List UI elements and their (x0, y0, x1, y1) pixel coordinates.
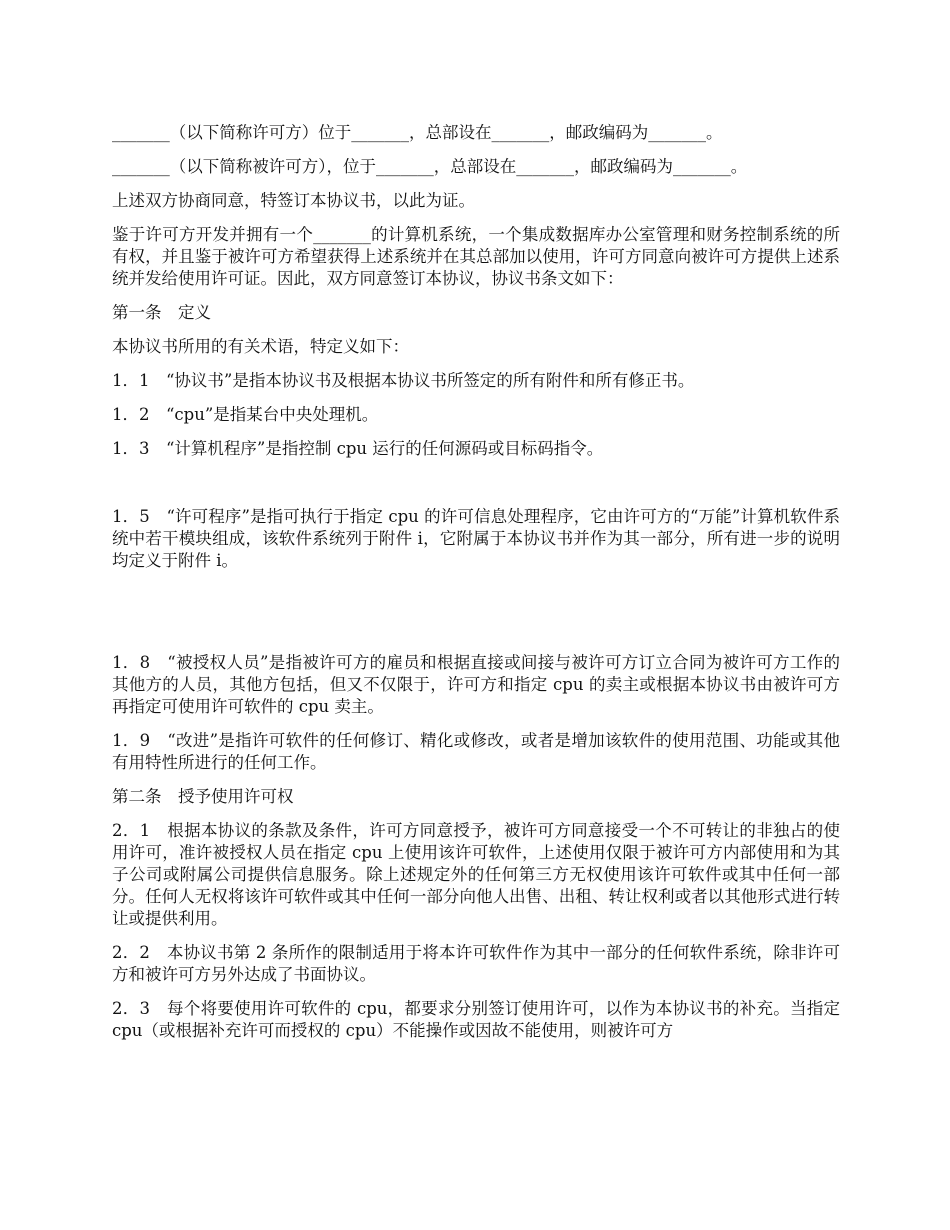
blank-space (112, 472, 840, 506)
clause-1-3: 1．3 “计算机程序”是指控制 cpu 运行的任何源码或目标码指令。 (112, 439, 604, 458)
clause-2-1: 2．1 根据本协议的条款及条件，许可方同意授予，被许可方同意接受一个不可转让的非独占的使用许可，准许被授权人员在指定 cpu 上使用该许可软件，上述使用仅限于被许可方内部使用和为其子公司或附属公司提供信息服务。除上述规定外的任何第三方无权使用该许可软件或其中任何一部分。任何人无权将该许可软件或其中任何一部分向他人出售、出租、转让权利或者以其他形式进行转让或提供利用。 (112, 821, 840, 928)
clause-2-3: 2．3 每个将要使用许可软件的 cpu，都要求分别签订使用许可，以作为本协议书的补充。当指定 cpu（或根据补充许可而授权的 cpu）不能操作或因故不能使用，则被许可方 (112, 999, 846, 1040)
recital-paragraph: 鉴于许可方开发并拥有一个_______的计算机系统，一个集成数据库办公室管理和财务控制系统的所有权，并且鉴于被许可方希望获得上述系统并在其总部加以使用，许可方同意向被许可方提供上述系统并发给使用许可证。因此，双方同意签订本协议，协议书条文如下： (112, 225, 840, 288)
definitions-intro: 本协议书所用的有关术语，特定义如下： (112, 337, 409, 356)
clause-1-2: 1．2 “cpu”是指某台中央处理机。 (112, 405, 379, 424)
agreement-statement: 上述双方协商同意，特签订本协议书，以此为证。 (112, 191, 475, 210)
clause-1-8: 1．8 “被授权人员”是指被许可方的雇员和根据直接或间接与被许可方订立合同为被许可方工作的其他方的人员，其他方包括，但又不仅限于，许可方和指定 cpu 的卖主或根据本协议书由被许可方再指定可使用许可软件的 cpu 卖主。 (112, 653, 840, 716)
document-body (112, 122, 846, 1054)
licensor-line: _______（以下简称许可方）位于_______，总部设在_______，邮政编码为_______。 (112, 123, 723, 142)
clause-1-5: 1．5 “许可程序”是指可执行于指定 cpu 的许可信息处理程序，它由许可方的“万能”计算机软件系统中若干模块组成，该软件系统列于附件 i，它附属于本协议书并作为其一部分，所有进一步的说明均定义于附件 i。 (112, 507, 840, 570)
blank-space (112, 584, 840, 652)
clause-1-1: 1．1 “协议书”是指本协议书及根据本协议书所签定的所有附件和所有修正书。 (112, 371, 695, 390)
licensee-line: _______（以下简称被许可方），位于_______，总部设在_______，邮政编码为_______。 (112, 157, 748, 176)
clause-1-9: 1．9 “改进”是指许可软件的任何修订、精化或修改，或者是增加该软件的使用范围、功能或其他有用特性所进行的任何工作。 (112, 731, 840, 772)
article-2-heading: 第二条 授予使用许可权 (112, 787, 294, 806)
article-1-heading: 第一条 定义 (112, 303, 211, 322)
clause-2-2: 2．2 本协议书第 2 条所作的限制适用于将本许可软件作为其中一部分的任何软件系统，除非许可方和被许可方另外达成了书面协议。 (112, 943, 840, 984)
